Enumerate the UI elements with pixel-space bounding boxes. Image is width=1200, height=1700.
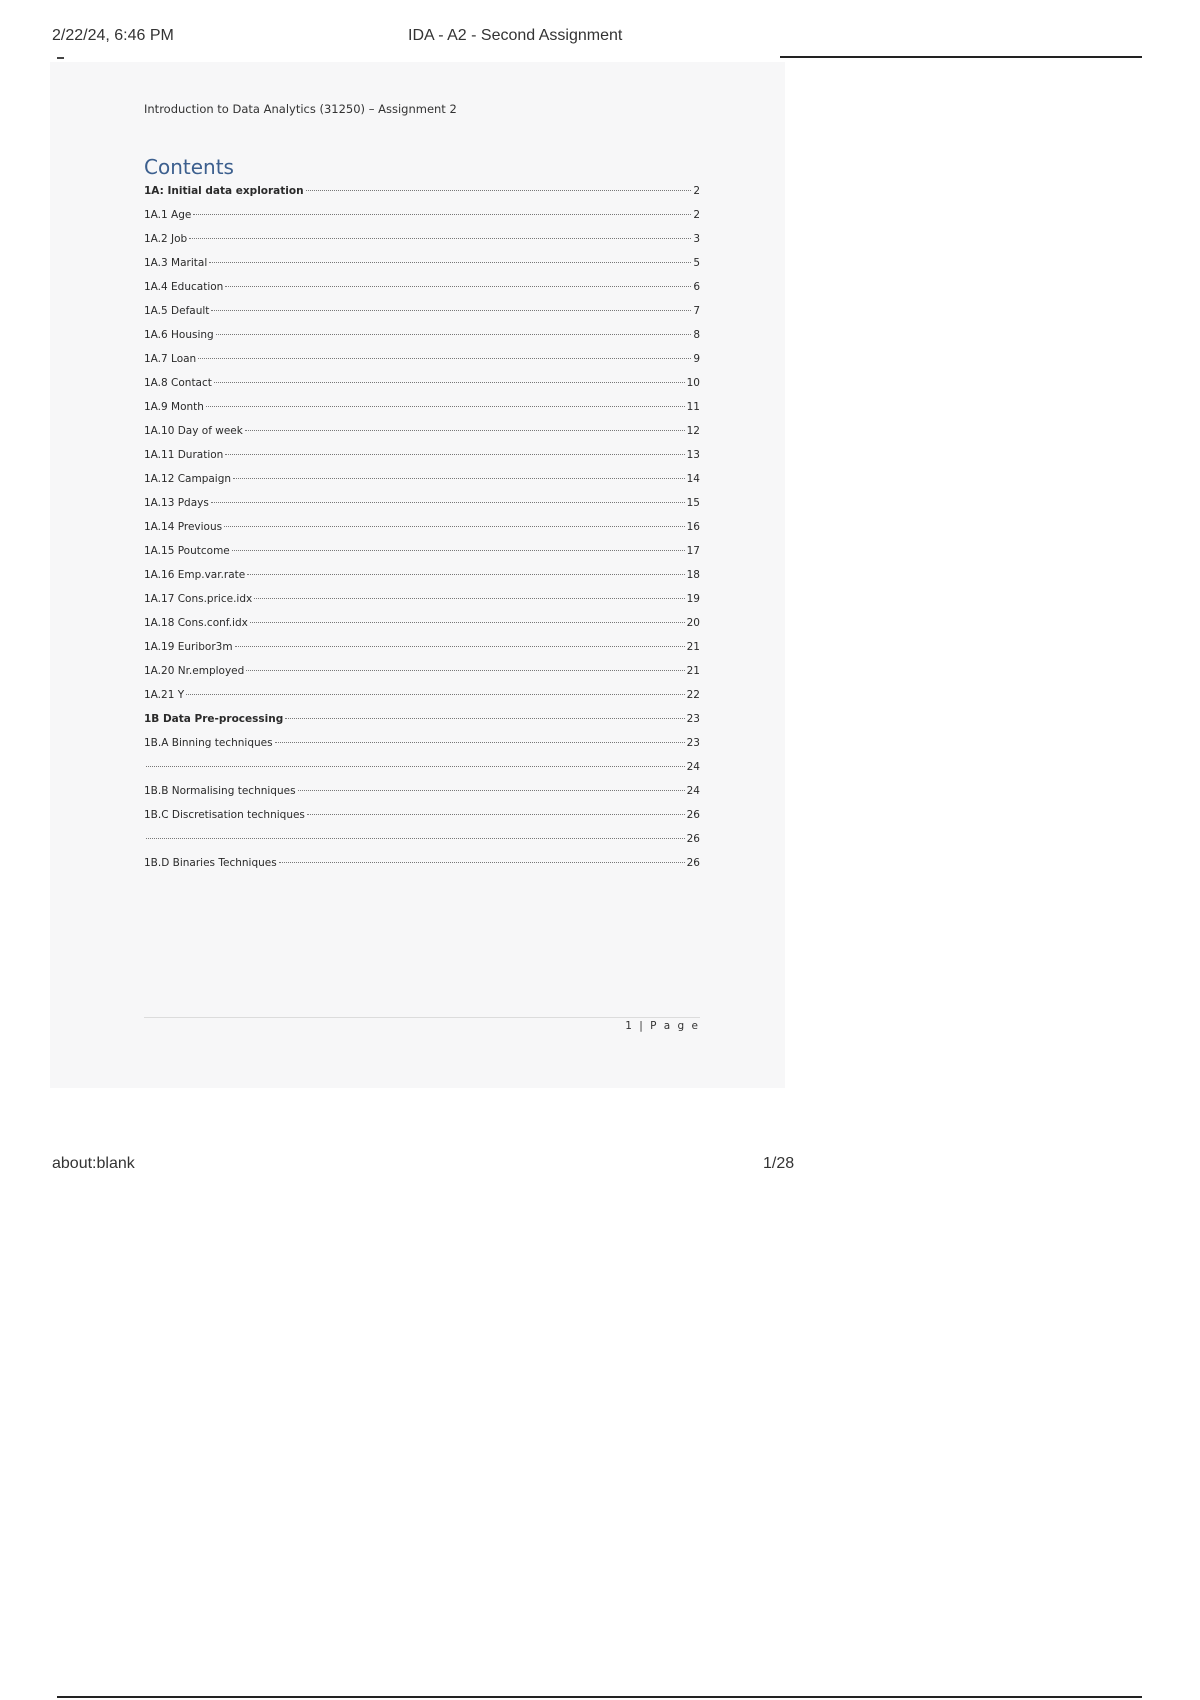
toc-entry[interactable] <box>144 761 700 785</box>
toc-entry[interactable] <box>144 497 700 521</box>
toc-entry-title: 1A.10 Day of week <box>144 425 243 437</box>
toc-entry-title: 1B.B Normalising techniques <box>144 785 296 797</box>
toc-entry-page: 20 <box>686 617 700 629</box>
toc-entry[interactable] <box>144 353 700 377</box>
toc-entry[interactable] <box>144 257 700 281</box>
toc-entry-page: 12 <box>686 425 700 437</box>
toc-entry-page: 24 <box>686 761 700 773</box>
toc-dot-leader <box>189 238 691 239</box>
header-rule <box>780 56 1142 58</box>
toc-entry[interactable] <box>144 281 700 305</box>
toc-dot-leader <box>245 430 685 431</box>
toc-entry-title: 1B.A Binning techniques <box>144 737 273 749</box>
toc-entry[interactable] <box>144 473 700 497</box>
toc-entry-title: 1A.11 Duration <box>144 449 224 461</box>
toc-entry[interactable] <box>144 689 700 713</box>
toc-dot-leader <box>146 838 685 839</box>
toc-entry[interactable] <box>144 545 700 569</box>
toc-entry-page: 8 <box>693 329 700 341</box>
toc-entry-page: 23 <box>686 737 700 749</box>
document-footer-rule <box>144 1017 700 1018</box>
toc-dot-leader <box>279 862 685 863</box>
toc-entry[interactable] <box>144 785 700 809</box>
toc-entry[interactable] <box>144 665 700 689</box>
toc-entry-title: 1A.3 Marital <box>144 257 208 269</box>
toc-dot-leader <box>232 550 685 551</box>
toc-dot-leader <box>275 742 685 743</box>
toc-entry-page: 2 <box>693 185 700 197</box>
print-header-datetime: 2/22/24, 6:46 PM <box>52 27 174 44</box>
toc-entry-page: 2 <box>693 209 700 221</box>
toc-dot-leader <box>146 766 685 767</box>
toc-dot-leader <box>247 574 684 575</box>
toc-dot-leader <box>298 790 685 791</box>
toc-dot-leader <box>307 814 685 815</box>
toc-dot-leader <box>193 214 691 215</box>
toc-entry-title: 1A.5 Default <box>144 305 210 317</box>
toc-entry-title: 1A.6 Housing <box>144 329 214 341</box>
toc-entry-title: 1A.8 Contact <box>144 377 212 389</box>
toc-entry-page: 15 <box>686 497 700 509</box>
toc-dot-leader <box>209 262 691 263</box>
footer-rule <box>57 1696 1142 1698</box>
toc-entry-page: 11 <box>686 401 700 413</box>
toc-entry-page: 24 <box>686 785 700 797</box>
toc-entry-title: 1A.18 Cons.conf.idx <box>144 617 248 629</box>
toc-entry-title: 1A: Initial data exploration <box>144 185 304 197</box>
print-footer-page-counter: 1/28 <box>763 1155 795 1172</box>
toc-entry-title: 1B.D Binaries Techniques <box>144 857 277 869</box>
toc-entry[interactable] <box>144 377 700 401</box>
toc-entry-page: 26 <box>686 833 700 845</box>
document-page-number: 1 | P a g e <box>625 1020 700 1032</box>
toc-dot-leader <box>198 358 691 359</box>
toc-entry-page: 10 <box>686 377 700 389</box>
toc-dot-leader <box>235 646 685 647</box>
toc-dot-leader <box>233 478 685 479</box>
toc-entry-page: 16 <box>686 521 700 533</box>
toc-dot-leader <box>246 670 684 671</box>
toc-entry[interactable] <box>144 305 700 329</box>
toc-entry-title: 1A.17 Cons.price.idx <box>144 593 253 605</box>
toc-dot-leader <box>186 694 684 695</box>
stray-mark <box>57 57 64 59</box>
document-page <box>50 62 785 1088</box>
toc-entry-title: 1A.20 Nr.employed <box>144 665 245 677</box>
toc-entry-title: 1B Data Pre-processing <box>144 713 284 725</box>
toc-dot-leader <box>225 454 684 455</box>
toc-entry-page: 5 <box>693 257 700 269</box>
toc-entry-title: 1A.4 Education <box>144 281 224 293</box>
toc-entry[interactable] <box>144 209 700 233</box>
toc-entry-page: 7 <box>693 305 700 317</box>
toc-entry-title: 1A.14 Previous <box>144 521 223 533</box>
toc-entry-title: 1A.12 Campaign <box>144 473 232 485</box>
toc-entry[interactable] <box>144 617 700 641</box>
toc-entry-title: 1A.19 Euribor3m <box>144 641 233 653</box>
toc-entry[interactable] <box>144 809 700 833</box>
toc-entry[interactable] <box>144 401 700 425</box>
toc-entry-title: 1A.9 Month <box>144 401 204 413</box>
toc-entry-title: 1A.7 Loan <box>144 353 197 365</box>
toc-dot-leader <box>214 382 685 383</box>
toc-dot-leader <box>250 622 685 623</box>
toc-dot-leader <box>216 334 692 335</box>
document-content <box>144 62 700 1088</box>
toc-entry-title: 1A.15 Poutcome <box>144 545 230 557</box>
toc-entry-title: 1A.13 Pdays <box>144 497 209 509</box>
toc-entry-title: 1A.21 Y <box>144 689 185 701</box>
toc-entry-page: 6 <box>693 281 700 293</box>
toc-entry-page: 18 <box>686 569 700 581</box>
toc-entry-title: 1A.1 Age <box>144 209 192 221</box>
toc-entry[interactable] <box>144 185 700 209</box>
toc-entry[interactable] <box>144 425 700 449</box>
toc-entry[interactable] <box>144 449 700 473</box>
toc-dot-leader <box>254 598 684 599</box>
toc-entry-page: 22 <box>686 689 700 701</box>
toc-dot-leader <box>306 190 692 191</box>
toc-entry[interactable] <box>144 233 700 257</box>
toc-entry-page: 26 <box>686 857 700 869</box>
toc-entry[interactable] <box>144 569 700 593</box>
table-of-contents <box>144 185 700 881</box>
toc-entry-title: 1A.2 Job <box>144 233 188 245</box>
toc-entry-page: 14 <box>686 473 700 485</box>
toc-dot-leader <box>211 310 691 311</box>
toc-entry-page: 17 <box>686 545 700 557</box>
toc-entry[interactable] <box>144 521 700 545</box>
toc-entry-page: 13 <box>686 449 700 461</box>
toc-entry-title: 1A.16 Emp.var.rate <box>144 569 246 581</box>
toc-dot-leader <box>211 502 685 503</box>
toc-dot-leader <box>285 718 684 719</box>
toc-entry-page: 21 <box>686 641 700 653</box>
toc-entry[interactable] <box>144 833 700 857</box>
toc-entry-page: 3 <box>693 233 700 245</box>
toc-dot-leader <box>225 286 691 287</box>
toc-entry[interactable] <box>144 713 700 737</box>
toc-entry-page: 19 <box>686 593 700 605</box>
print-footer-url: about:blank <box>52 1155 135 1172</box>
toc-entry[interactable] <box>144 857 700 881</box>
document-running-header: Introduction to Data Analytics (31250) – Assignment 2 <box>144 102 457 116</box>
toc-dot-leader <box>206 406 685 407</box>
toc-entry[interactable] <box>144 329 700 353</box>
toc-dot-leader <box>224 526 685 527</box>
toc-entry-page: 23 <box>686 713 700 725</box>
print-header-title: IDA - A2 - Second Assignment <box>408 27 623 44</box>
toc-entry-title: 1B.C Discretisation techniques <box>144 809 305 821</box>
toc-entry-page: 21 <box>686 665 700 677</box>
toc-entry-page: 9 <box>693 353 700 365</box>
toc-entry[interactable] <box>144 641 700 665</box>
contents-heading: Contents <box>144 155 234 179</box>
toc-entry[interactable] <box>144 737 700 761</box>
toc-entry-page: 26 <box>686 809 700 821</box>
toc-entry[interactable] <box>144 593 700 617</box>
